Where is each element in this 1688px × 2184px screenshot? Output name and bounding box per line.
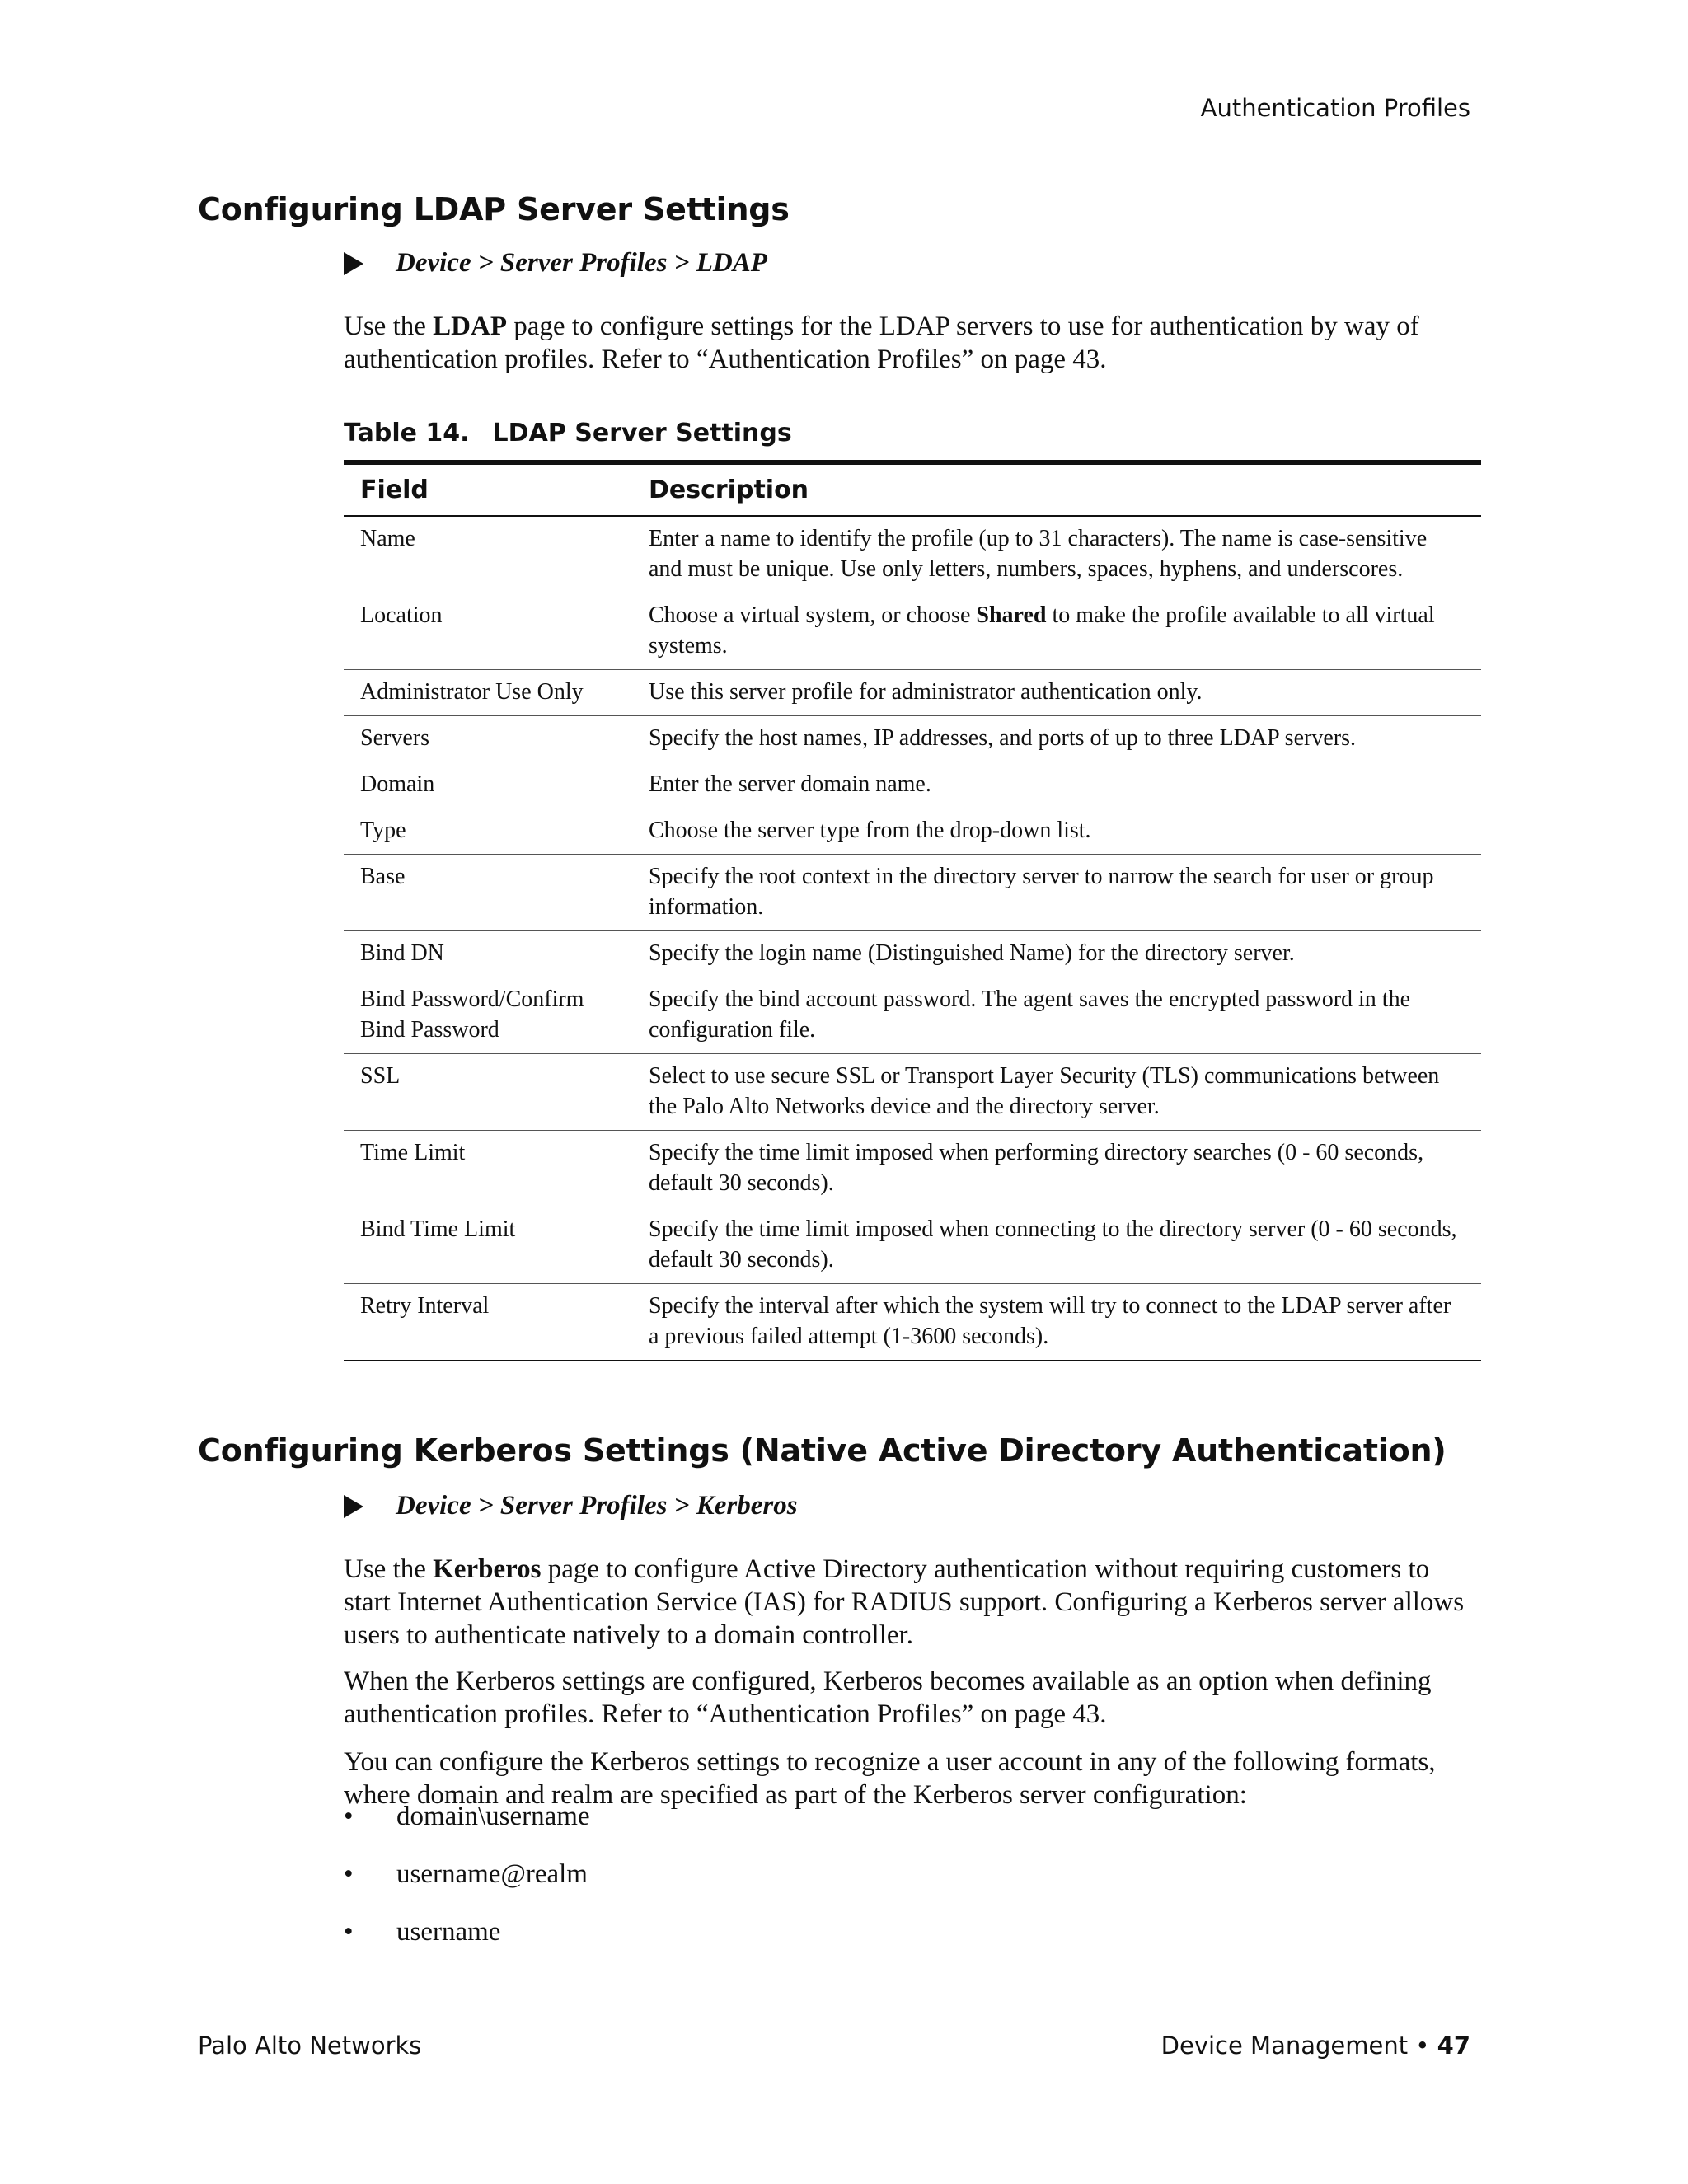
description-cell: Enter the server domain name. bbox=[632, 762, 1481, 808]
table-row bbox=[344, 1131, 1481, 1207]
field-cell: Administrator Use Only bbox=[344, 670, 632, 716]
ldap-intro-text-after: page to configure settings for the LDAP servers to use for authentication by way of authentication profiles. Refer to “Authentication Profiles” on page 43. bbox=[344, 312, 1419, 374]
table-row bbox=[344, 977, 1481, 1054]
table-row bbox=[344, 516, 1481, 593]
footer-company: Palo Alto Networks bbox=[198, 2032, 422, 2060]
description-cell: Specify the time limit imposed when performing directory searches (0 - 60 seconds, default 30 seconds). bbox=[632, 1131, 1481, 1207]
table-row bbox=[344, 1054, 1481, 1131]
kerberos-p1-text-after: page to configure Active Directory authentication without requiring customers to start Internet Authentication Service (IAS) for RADIUS support. Configuring a Kerberos server allows users to authenticate natively to a domain controller. bbox=[344, 1554, 1465, 1650]
kerberos-paragraph-2: When the Kerberos settings are configured, Kerberos becomes available as an option when defining authentication profiles. Refer to “Authentication Profiles” on page 43. bbox=[344, 1666, 1432, 1729]
username-formats-list bbox=[344, 1800, 590, 1973]
nav-arrow-icon bbox=[344, 252, 363, 275]
ldap-nav-path: Device > Server Profiles > LDAP bbox=[396, 248, 767, 278]
table-caption-title: LDAP Server Settings bbox=[492, 419, 792, 448]
kerberos-paragraph-3: You can configure the Kerberos settings to recognize a user account in any of the following formats, where domain and realm are specified as part of the Kerberos server configuration: bbox=[344, 1747, 1436, 1810]
kerberos-p1-text-before: Use the bbox=[344, 1554, 434, 1584]
list-item: • username@realm bbox=[344, 1858, 590, 1915]
running-header: Authentication Profiles bbox=[1200, 94, 1470, 122]
field-cell: Base bbox=[344, 855, 632, 931]
field-cell: Bind DN bbox=[344, 931, 632, 977]
table-header-row bbox=[344, 462, 1481, 516]
description-text-after: to make the profile available to all virtual systems. bbox=[649, 602, 1435, 658]
description-cell: Enter a name to identify the profile (up to 31 characters). The name is case-sensitive and must be unique. Use only letters, numbers, spaces, hyphens, and underscores. bbox=[632, 516, 1481, 593]
nav-arrow-icon bbox=[344, 1495, 363, 1518]
table-caption bbox=[344, 419, 792, 448]
field-cell: Bind Password/Confirm Bind Password bbox=[344, 977, 632, 1054]
description-cell: Specify the time limit imposed when connecting to the directory server (0 - 60 seconds, default 30 seconds). bbox=[632, 1207, 1481, 1284]
table-row bbox=[344, 855, 1481, 931]
kerberos-nav-path: Device > Server Profiles > Kerberos bbox=[396, 1491, 798, 1521]
table-row bbox=[344, 670, 1481, 716]
description-text-before: Choose a virtual system, or choose bbox=[649, 602, 977, 628]
field-cell: SSL bbox=[344, 1054, 632, 1131]
field-cell: Domain bbox=[344, 762, 632, 808]
ldap-intro-paragraph bbox=[344, 310, 1481, 376]
description-cell: Specify the interval after which the system will try to connect to the LDAP server after a previous failed attempt (1-3600 seconds). bbox=[632, 1284, 1481, 1361]
table-caption-number: Table 14. bbox=[344, 419, 470, 448]
ldap-settings-table bbox=[344, 460, 1481, 1361]
description-cell: Specify the login name (Distinguished Name) for the directory server. bbox=[632, 931, 1481, 977]
kerberos-section-heading: Configuring Kerberos Settings (Native Active Directory Authentication) bbox=[198, 1432, 1447, 1469]
ldap-intro-bold: LDAP bbox=[433, 312, 507, 341]
description-cell: Select to use secure SSL or Transport Layer Security (TLS) communications between the Palo Alto Networks device and the directory server. bbox=[632, 1054, 1481, 1131]
footer-section-label: Device Management • bbox=[1160, 2032, 1437, 2060]
ldap-intro-text-before: Use the bbox=[344, 312, 434, 341]
footer-page-info bbox=[1161, 2032, 1470, 2060]
description-cell: Use this server profile for administrator authentication only. bbox=[632, 670, 1481, 716]
description-cell: Specify the bind account password. The agent saves the encrypted password in the configuration file. bbox=[632, 977, 1481, 1054]
description-cell bbox=[632, 593, 1481, 670]
col-header-description: Description bbox=[632, 462, 1481, 516]
table-row bbox=[344, 808, 1481, 855]
table-row bbox=[344, 593, 1481, 670]
kerberos-p1-bold: Kerberos bbox=[433, 1554, 542, 1584]
col-header-field: Field bbox=[344, 462, 632, 516]
field-cell: Servers bbox=[344, 716, 632, 762]
field-cell: Bind Time Limit bbox=[344, 1207, 632, 1284]
table-row bbox=[344, 762, 1481, 808]
field-cell: Retry Interval bbox=[344, 1284, 632, 1361]
table-row bbox=[344, 1207, 1481, 1284]
page-number: 47 bbox=[1437, 2032, 1470, 2060]
description-cell: Specify the root context in the directory server to narrow the search for user or group information. bbox=[632, 855, 1481, 931]
table-row bbox=[344, 931, 1481, 977]
field-cell: Name bbox=[344, 516, 632, 593]
ldap-section-heading: Configuring LDAP Server Settings bbox=[198, 191, 790, 227]
field-cell: Type bbox=[344, 808, 632, 855]
description-cell: Specify the host names, IP addresses, and ports of up to three LDAP servers. bbox=[632, 716, 1481, 762]
field-cell: Time Limit bbox=[344, 1131, 632, 1207]
description-bold: Shared bbox=[976, 602, 1047, 628]
kerberos-paragraph-1 bbox=[344, 1553, 1481, 1652]
description-cell: Choose the server type from the drop-down list. bbox=[632, 808, 1481, 855]
field-cell: Location bbox=[344, 593, 632, 670]
list-item: • domain\username bbox=[344, 1800, 590, 1858]
table-row bbox=[344, 716, 1481, 762]
table-row bbox=[344, 1284, 1481, 1361]
list-item: • username bbox=[344, 1915, 590, 1973]
